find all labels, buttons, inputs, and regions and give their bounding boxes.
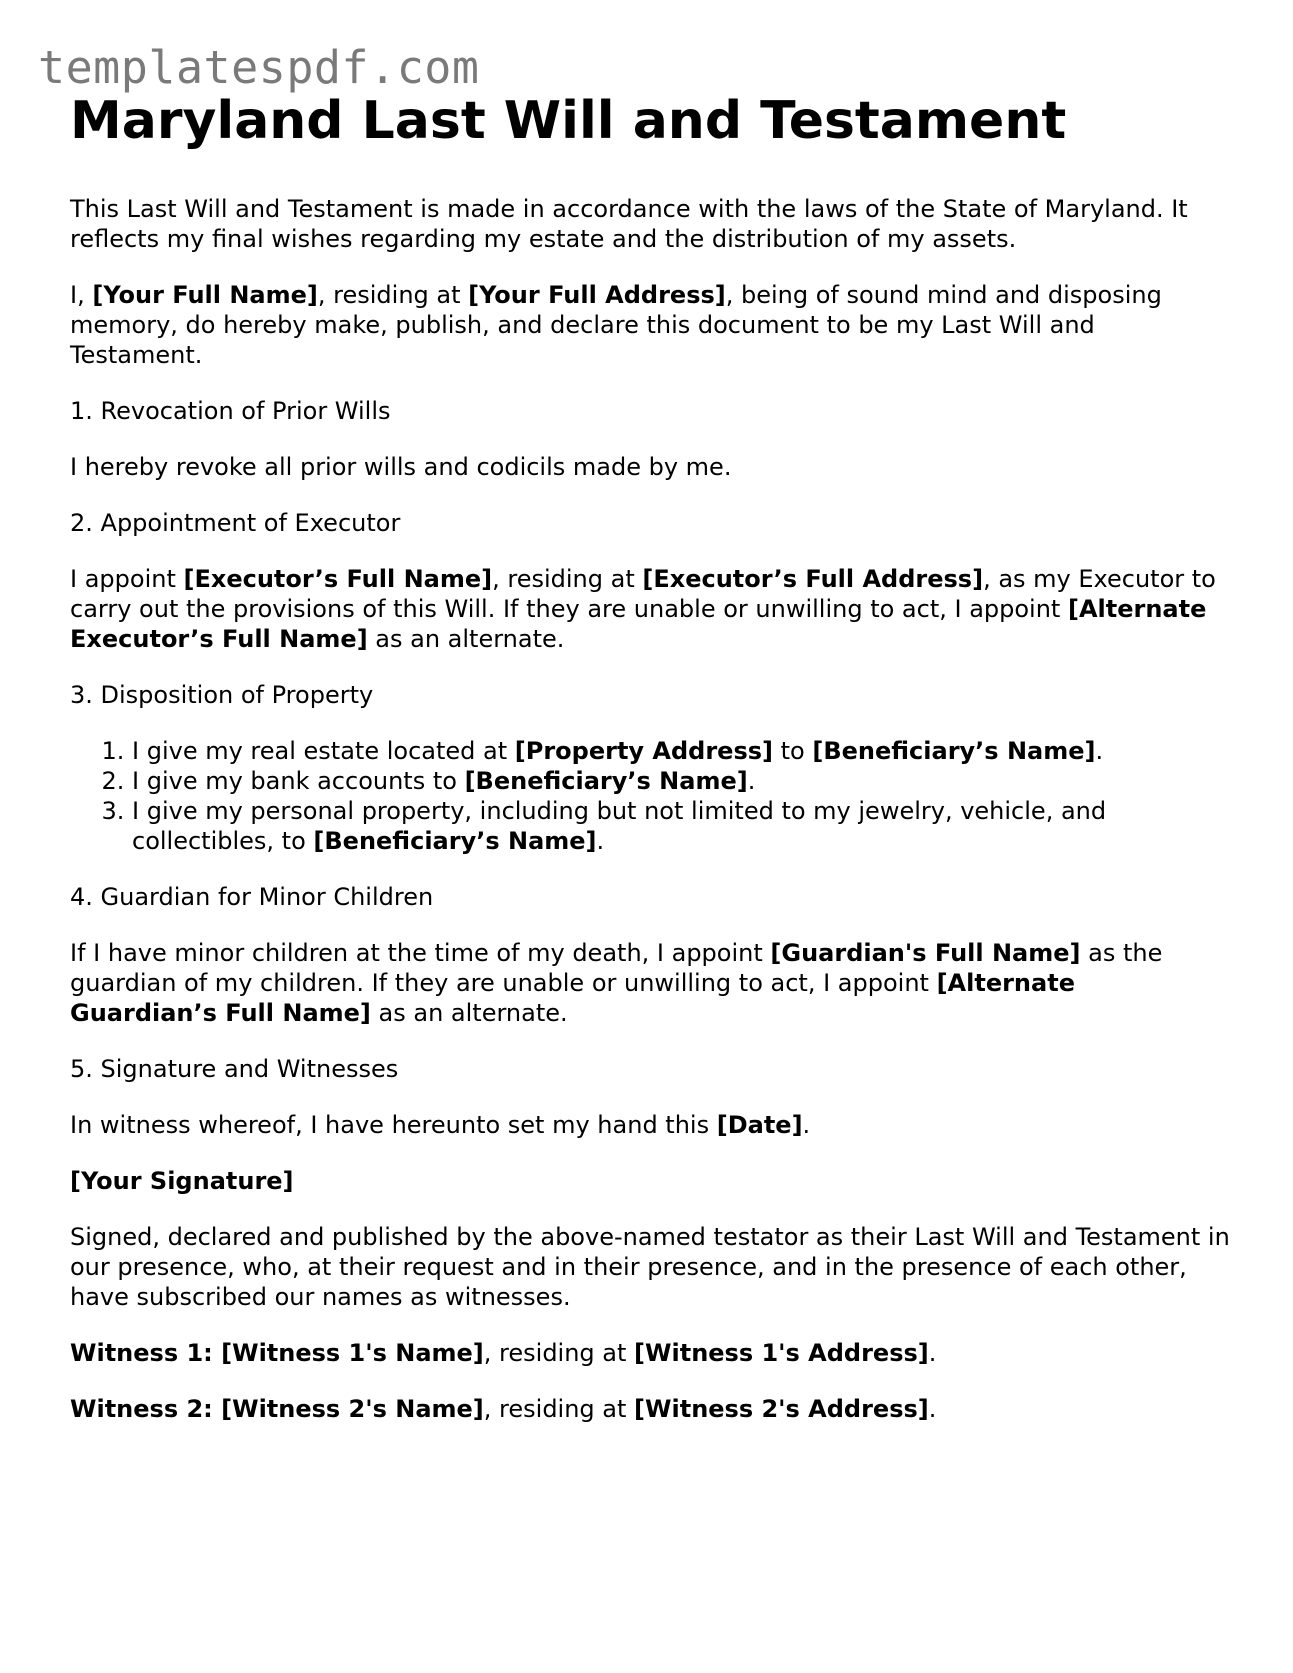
document-body (70, 86, 1230, 1450)
property-list (70, 736, 1230, 856)
intro-paragraph: This Last Will and Testament is made in accordance with the laws of the State of Maryland. It reflects my final wishes regarding my estate and the distribution of my assets. (70, 195, 1188, 253)
guardian-text-1: If I have minor children at the time of my death, I appoint (70, 939, 771, 967)
property-item2-text-1: I give my bank accounts to (132, 767, 465, 795)
property-item1-text-1: I give my real estate located at (132, 737, 515, 765)
attestation-paragraph: Signed, declared and published by the above-named testator as their Last Will and Testament in our presence, who, at their request and in their presence, and in the presence of each other, have subscribed our names as witnesses. (70, 1223, 1230, 1311)
witness-2-label: Witness 2: (70, 1395, 222, 1423)
guardian-text-3: as an alternate. (370, 999, 568, 1027)
section-heading-guardian: 4. Guardian for Minor Children (70, 883, 434, 911)
testator-name-field: [Your Full Name] (92, 281, 318, 309)
testator-address-field: [Your Full Address] (468, 281, 726, 309)
whereof-text-1: In witness whereof, I have hereunto set my hand this (70, 1111, 717, 1139)
witness-1-line (70, 1338, 1230, 1368)
witness-2-name-field: [Witness 2's Name] (221, 1395, 484, 1423)
alternate-guardian-field: [Alternate Guardian’s Full Name] (70, 969, 1075, 1027)
signature-field: [Your Signature] (70, 1167, 294, 1195)
declaration-paragraph (70, 280, 1230, 370)
executor-name-field: [Executor’s Full Name] (183, 565, 493, 593)
list-item (132, 796, 1230, 856)
beneficiary-name-field: [Beneficiary’s Name] (812, 737, 1096, 765)
property-item1-text-3: . (1095, 737, 1104, 765)
document-title: Maryland Last Will and Testament (70, 91, 1067, 151)
list-item (132, 766, 1230, 796)
witness-2-text-1: , residing at (483, 1395, 635, 1423)
revocation-text: I hereby revoke all prior wills and codicils made by me. (70, 453, 732, 481)
property-item2-text-2: . (747, 767, 756, 795)
declaration-text-1: I, (70, 281, 93, 309)
witness-whereof-paragraph (70, 1110, 1230, 1140)
guardian-paragraph (70, 938, 1230, 1028)
witness-1-text-2: . (928, 1339, 937, 1367)
witness-1-name-field: [Witness 1's Name] (221, 1339, 484, 1367)
witness-1-label: Witness 1: (70, 1339, 222, 1367)
witness-1-address-field: [Witness 1's Address] (634, 1339, 929, 1367)
witness-1-text-1: , residing at (483, 1339, 635, 1367)
guardian-name-field: [Guardian's Full Name] (770, 939, 1081, 967)
declaration-text-2: , residing at (317, 281, 469, 309)
executor-address-field: [Executor’s Full Address] (642, 565, 984, 593)
witness-2-address-field: [Witness 2's Address] (634, 1395, 929, 1423)
guardian-text-2: as the guardian of my children. If they are unable or unwilling to act, I appoint (70, 939, 1163, 997)
executor-text-4: as an alternate. (367, 625, 565, 653)
beneficiary-name-field: [Beneficiary’s Name] (313, 827, 597, 855)
executor-text-1: I appoint (70, 565, 184, 593)
list-item (132, 736, 1230, 766)
property-item1-text-2: to (773, 737, 813, 765)
executor-text-3: , as my Executor to carry out the provisions of this Will. If they are unable or unwilling to act, I appoint (70, 565, 1216, 623)
section-heading-property: 3. Disposition of Property (70, 681, 374, 709)
witness-2-line (70, 1394, 1230, 1424)
property-item3-text-1: I give my personal property, including but not limited to my jewelry, vehicle, and collectibles, to (132, 797, 1107, 855)
date-field: [Date] (716, 1111, 803, 1139)
watermark: templatespdf.com (38, 41, 480, 94)
executor-paragraph (70, 564, 1230, 654)
signature-line (70, 1166, 1230, 1196)
section-heading-signature: 5. Signature and Witnesses (70, 1055, 399, 1083)
section-heading-executor: 2. Appointment of Executor (70, 509, 401, 537)
beneficiary-name-field: [Beneficiary’s Name] (464, 767, 748, 795)
declaration-text-3: , being of sound mind and disposing memory, do hereby make, publish, and declare this document to be my Last Will and Testament. (70, 281, 1162, 369)
property-address-field: [Property Address] (514, 737, 773, 765)
property-item3-text-2: . (596, 827, 605, 855)
whereof-text-2: . (802, 1111, 811, 1139)
witness-2-text-2: . (928, 1395, 937, 1423)
section-heading-revocation: 1. Revocation of Prior Wills (70, 397, 391, 425)
alternate-executor-field: [Alternate Executor’s Full Name] (70, 595, 1207, 653)
executor-text-2: , residing at (492, 565, 643, 593)
